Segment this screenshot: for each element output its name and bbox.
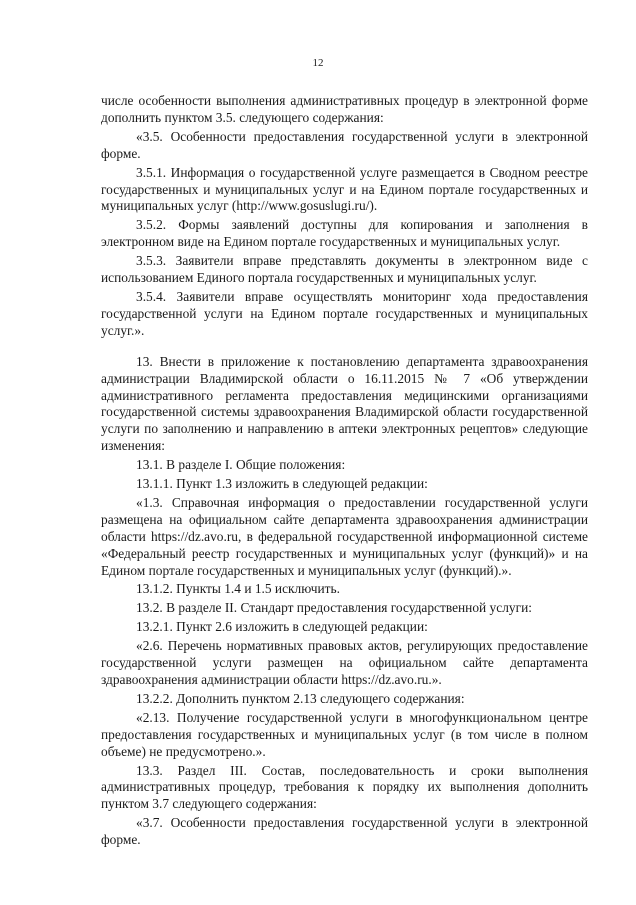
paragraph-continuation: числе особенности выполнения административных процедур в электронной форме дополнить пунктом 3.5. следующего содержания: xyxy=(101,93,588,125)
paragraph-3-5-3: 3.5.3. Заявители вправе представлять документы в электронном виде с использованием Единого портала государственных и муниципальных услуг. xyxy=(101,253,588,286)
paragraph-13-2-2: 13.2.2. Дополнить пунктом 2.13 следующего содержания: xyxy=(136,690,465,706)
paragraph-13-1: 13.1. В разделе I. Общие положения: xyxy=(136,457,346,473)
paragraph-2-13: «2.13. Получение государственной услуги в многофункциональном центре предоставления государственных и муниципальных услуг (в том числе в полном объеме) не предусмотрено.». xyxy=(101,709,588,759)
page-number: 12 xyxy=(312,57,324,69)
paragraph-13-1-2: 13.1.2. Пункты 1.4 и 1.5 исключить. xyxy=(136,581,340,597)
paragraph-13: 13. Внести в приложение к постановлению департамента здравоохранения администрации Владимирской области о 16.11.2015 № 7 «Об утверждении административного регламента предоставления медицинскими организациями государственной системы здравоохранения Владимирской области государственной услуги по заполнению и направлению в аптеки электронных рецептов» следующие изменения: xyxy=(101,353,588,454)
paragraph-13-2-1: 13.2.1. Пункт 2.6 изложить в следующей редакции: xyxy=(136,619,428,635)
paragraph-2-6: «2.6. Перечень нормативных правовых актов, регулирующих предоставление государственной услуги размещен на официальном сайте департамента здравоохранения администрации области https://dz.avo.ru.». xyxy=(101,638,588,687)
paragraph-13-1-1: 13.1.1. Пункт 1.3 изложить в следующей редакции: xyxy=(136,476,428,492)
document-body xyxy=(101,93,588,851)
paragraph-3-5-1: 3.5.1. Информация о государственной услуге размещается в Сводном реестре государственных и муниципальных услуг и на Едином портале государственных и муниципальных услуг (http://www.gosuslugi.ru/). xyxy=(101,164,588,214)
paragraph-3-5-4: 3.5.4. Заявители вправе осуществлять мониторинг хода предоставления государственной услуги на Едином портале государственных и муниципальных услуг.». xyxy=(101,288,588,338)
paragraph-13-2: 13.2. В разделе II. Стандарт предоставления государственной услуги: xyxy=(136,600,532,616)
paragraph-3-5-2: 3.5.2. Формы заявлений доступны для копирования и заполнения в электронном виде на Едином портале государственных и муниципальных услуг. xyxy=(101,217,588,250)
paragraph-3-5: «3.5. Особенности предоставления государственной услуги в электронной форме. xyxy=(101,128,588,161)
paragraph-13-3: 13.3. Раздел III. Состав, последовательность и сроки выполнения административных процедур, требования к порядку их выполнения дополнить пунктом 3.7 следующего содержания: xyxy=(101,762,588,812)
paragraph-3-7: «3.7. Особенности предоставления государственной услуги в электронной форме. xyxy=(101,815,588,848)
paragraph-1-3: «1.3. Справочная информация о предоставлении государственной услуги размещена на официальном сайте департамента здравоохранения администрации области https://dz.avo.ru, в федеральной государственной информационной системе «Федеральный реестр государственных и муниципальных услуг (функций)» и на Едином портале государственных и муниципальных услуг (функций).». xyxy=(101,494,588,578)
